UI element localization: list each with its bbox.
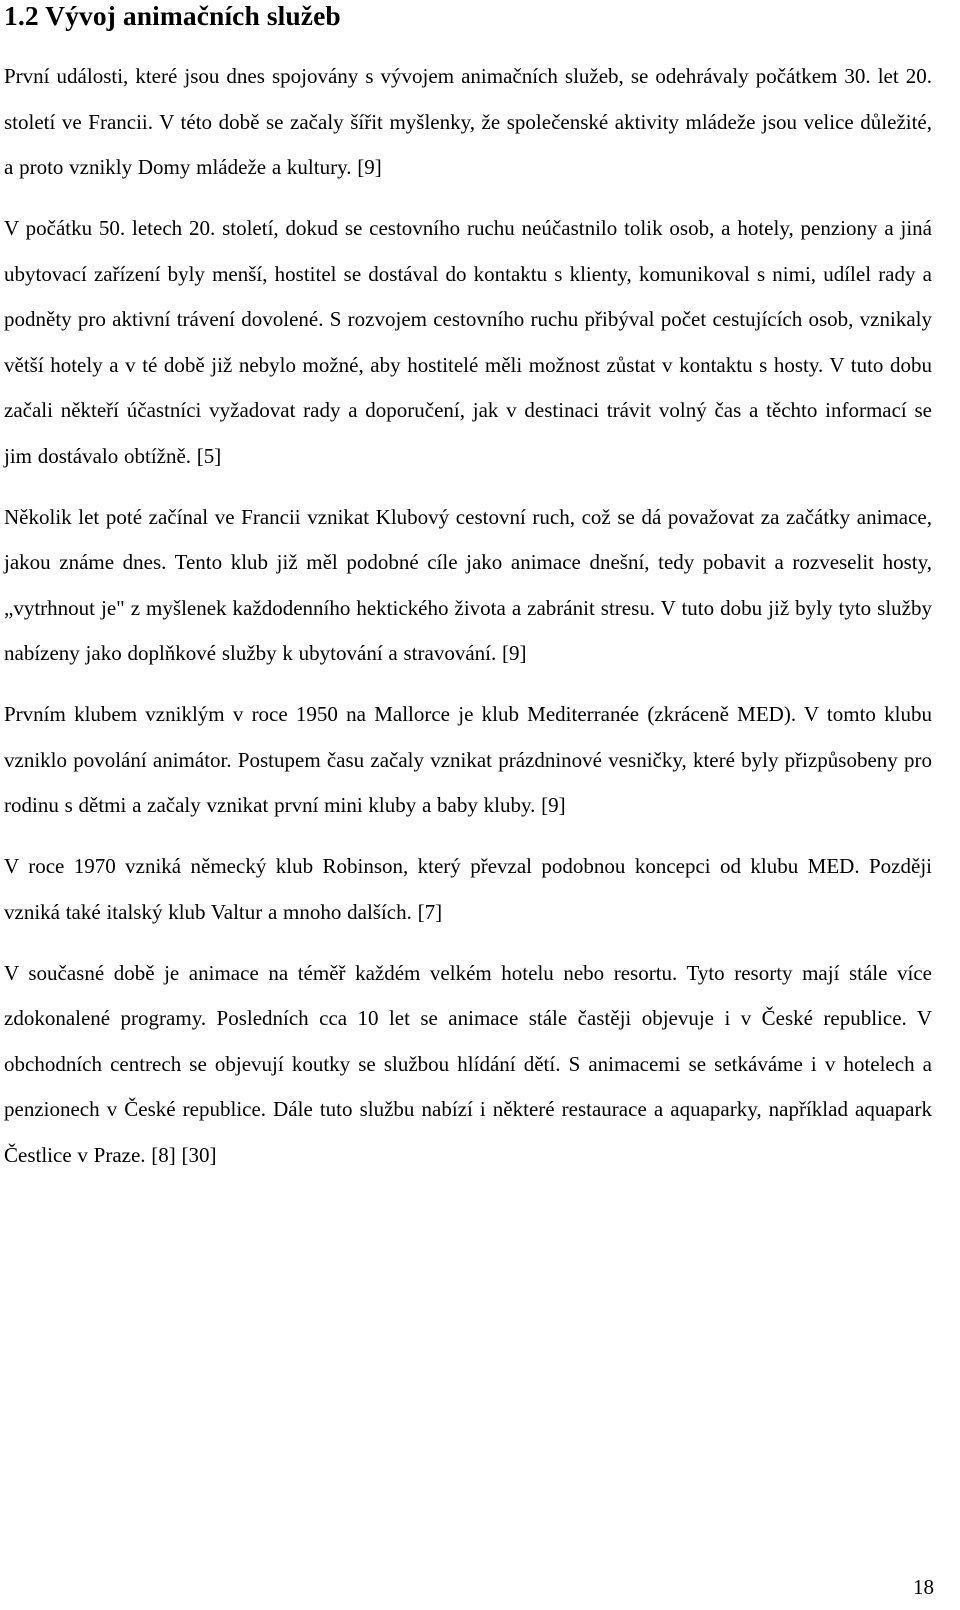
paragraph-club-tourism: Několik let poté začínal ve Francii vznikat Klubový cestovní ruch, což se dá považovat za začátky animace, jakou známe dnes. Tento klub již měl podobné cíle jako animace dnešní, tedy pobavit a rozveselit hosty, „vytrhnout je" z myšlenek každodenního hektického života a zabránit stresu. V tuto dobu již byly tyto služby nabízeny jako doplňkové služby k ubytování a stravování. [9] [4,504,932,665]
paragraph-present-day: V současné době je animace na téměř každém velkém hotelu nebo resortu. Tyto resorty mají stále více zdokonalené programy. Posledních cca 10 let se animace stále častěji objevuje i v České republice. V obchodních centrech se objevují koutky se službou hlídání dětí. S animacemi se setkáváme i v hotelech a penzionech v České republice. Dále tuto službu nabízí i některé restaurace a aquaparky, například aquapark Čestlice v Praze. [8] [30] [4,960,932,1167]
section-heading: 1.2 Vývoj animačních služeb [4,0,341,31]
paragraph-1950s: V počátku 50. letech 20. století, dokud se cestovního ruchu neúčastnilo tolik osob, a hotely, penziony a jiná ubytovací zařízení byly menší, hostitel se dostával do kontaktu s klienty, komunikoval s nimi, udílel rady a podněty pro aktivní trávení dovolené. S rozvojem cestovního ruchu přibýval počet cestujících osob, vznikaly větší hotely a v té době již nebylo možné, aby hostitelé měli možnost zůstat v kontaktu s hosty. V tuto dobu začali někteří účastníci vyžadovat rady a doporučení, jak v destinaci trávit volný čas a těchto informací se jim dostávalo obtížně. [5] [4,216,932,468]
paragraph-origins: První události, které jsou dnes spojovány s vývojem animačních služeb, se odehrávaly počátkem 30. let 20. století ve Francii. V této době se začaly šířit myšlenky, že společenské aktivity mládeže jsou velice důležité, a proto vznikly Domy mládeže a kultury. [9] [4,64,932,179]
page-number: 18 [913,1575,934,1599]
paragraph-robinson: V roce 1970 vzniká německý klub Robinson, který převzal podobnou koncepci od klubu MED. Později vzniká také italský klub Valtur a mnoho dalších. [7] [4,854,932,924]
document-page [4,0,932,1178]
paragraph-club-med: Prvním klubem vzniklým v roce 1950 na Mallorce je klub Mediterranée (zkráceně MED). V tomto klubu vzniklo povolání animátor. Postupem času začaly vznikat prázdninové vesničky, které byly přizpůsobeny pro rodinu s dětmi a začaly vznikat první mini kluby a baby kluby. [9] [4,702,932,817]
